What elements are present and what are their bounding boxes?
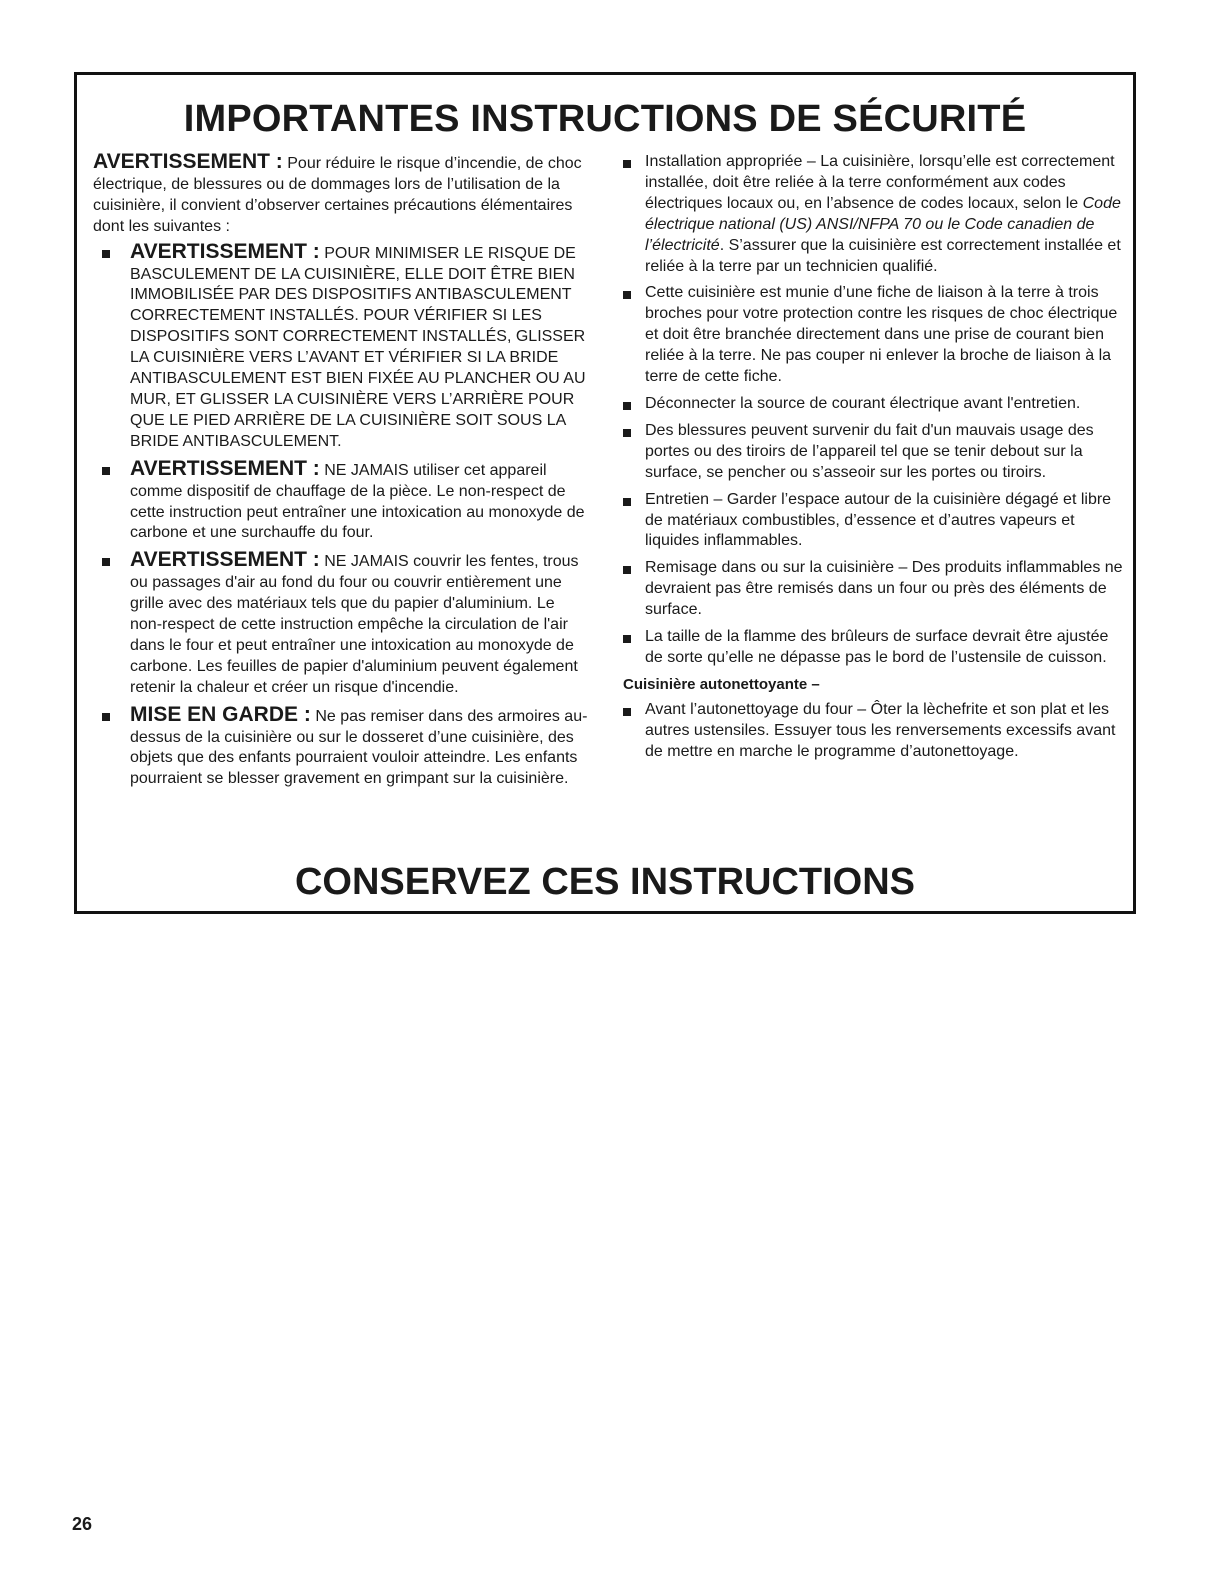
page-title: IMPORTANTES INSTRUCTIONS DE SÉCURITÉ bbox=[183, 98, 1027, 140]
item-text: NE JAMAIS couvrir les fentes, trous ou passages d'air au fond du four ou couvrir entièrement une grille avec des matériaux tels que du papier d'aluminium. Le non-respect de cette instruction empêche la circulation de l'air dans le four et peut entraîner une intoxication au monoxyde de carbone. Les feuilles de papier d'aluminium peuvent également retenir la chaleur et créer un risque d'incendie. bbox=[130, 553, 579, 696]
list-item bbox=[93, 456, 591, 545]
list-item bbox=[93, 239, 591, 453]
intro-lead: AVERTISSEMENT : bbox=[93, 150, 283, 173]
right-column bbox=[623, 152, 1125, 768]
list-item bbox=[623, 152, 1125, 277]
footer-title: CONSERVEZ CES INSTRUCTIONS bbox=[294, 861, 916, 903]
safety-instructions-box bbox=[74, 72, 1136, 914]
item-lead: AVERTISSEMENT : bbox=[130, 548, 320, 572]
left-column bbox=[93, 152, 591, 796]
intro-paragraph bbox=[93, 152, 591, 238]
page-number: 26 bbox=[72, 1514, 93, 1534]
list-item: Avant l’autonettoyage du four – Ôter la lèchefrite et son plat et les autres ustensiles. Essuyer tous les renversements excessifs avant de mettre en marche le programme d’autonettoyage. bbox=[623, 700, 1125, 763]
list-item: Déconnecter la source de courant électrique avant l'entretien. bbox=[623, 394, 1125, 415]
list-item bbox=[93, 550, 591, 698]
item-text: Ne pas remiser dans des armoires au-dessus de la cuisinière ou sur le dosseret d’une cuisinière, des objets que des enfants pourraient vouloir atteindre. Les enfants pourraient se blesser gravement en grimpant sur la cuisinière. bbox=[130, 707, 588, 788]
intro-text: Pour réduire le risque d’incendie, de choc électrique, de blessures ou de dommages lors de l’utilisation de la cuisinière, il convient d’observer certaines précautions élémentaires dont les suivantes : bbox=[93, 155, 582, 235]
self-clean-subheading: Cuisinière autonettoyante – bbox=[623, 675, 820, 693]
item-text: Installation appropriée – La cuisinière, lorsqu’elle est correctement installée, doit être reliée à la terre conformément aux codes électriques locaux ou, en l’absence de codes locaux, selon le bbox=[645, 153, 1115, 212]
item-lead: AVERTISSEMENT : bbox=[130, 456, 320, 480]
list-item: Entretien – Garder l’espace autour de la cuisinière dégagé et libre de matériaux combustibles, d’essence et d’autres vapeurs et liquides inflammables. bbox=[623, 490, 1125, 553]
item-lead: MISE EN GARDE : bbox=[130, 702, 311, 726]
item-lead: AVERTISSEMENT : bbox=[130, 239, 320, 263]
list-item: Des blessures peuvent survenir du fait d'un mauvais usage des portes ou des tiroirs de l’appareil tel que se tenir debout sur la surface, se pencher ou s’asseoir sur les portes ou tiroirs. bbox=[623, 421, 1125, 484]
list-item: La taille de la flamme des brûleurs de surface devrait être ajustée de sorte qu’elle ne dépasse pas le bord de l’ustensile de cuisson. bbox=[623, 627, 1125, 669]
list-item: Cette cuisinière est munie d’une fiche de liaison à la terre à trois broches pour votre protection contre les risques de choc électrique et doit être branchée directement dans une prise de courant bien reliée à la terre. Ne pas couper ni enlever la broche de liaison à la terre de cette fiche. bbox=[623, 283, 1125, 388]
item-text: . S’assurer que la cuisinière est correctement installée et reliée à la terre par un technicien qualifié. bbox=[645, 236, 1121, 275]
list-item bbox=[93, 702, 591, 791]
item-text: POUR MINIMISER LE RISQUE DE BASCULEMENT DE LA CUISINIÈRE, ELLE DOIT ÊTRE BIEN IMMOBILISÉE PAR DES DISPOSITIFS ANTIBASCULEMENT CORRECTEMENT INSTALLÉS. POUR VÉRIFIER SI LES DISPOSITIFS SONT CORRECTEMENT INSTALLÉS, GLISSER LA CUISINIÈRE VERS L’AVANT ET VÉRIFIER SI LA BRIDE ANTIBASCULEMENT EST BIEN FIXÉE AU PLANCHER OU AU MUR, ET GLISSER LA CUISINIÈRE VERS L’ARRIÈRE POUR QUE LE PIED ARRIÈRE DE LA CUISINIÈRE SOIT SOUS LA BRIDE ANTIBASCULEMENT. bbox=[130, 244, 586, 450]
code-reference: Code électrique national (US) ANSI/NFPA 70 ou le Code canadien de l’électricité bbox=[645, 194, 1121, 254]
list-item: Remisage dans ou sur la cuisinière – Des produits inflammables ne devraient pas être remisés dans un four ou près des éléments de surface. bbox=[623, 558, 1125, 621]
item-text: NE JAMAIS utiliser cet appareil comme dispositif de chauffage de la pièce. Le non-respect de cette instruction peut entraîner une intoxication au monoxyde de carbone et une surchauffe du four. bbox=[130, 461, 585, 542]
